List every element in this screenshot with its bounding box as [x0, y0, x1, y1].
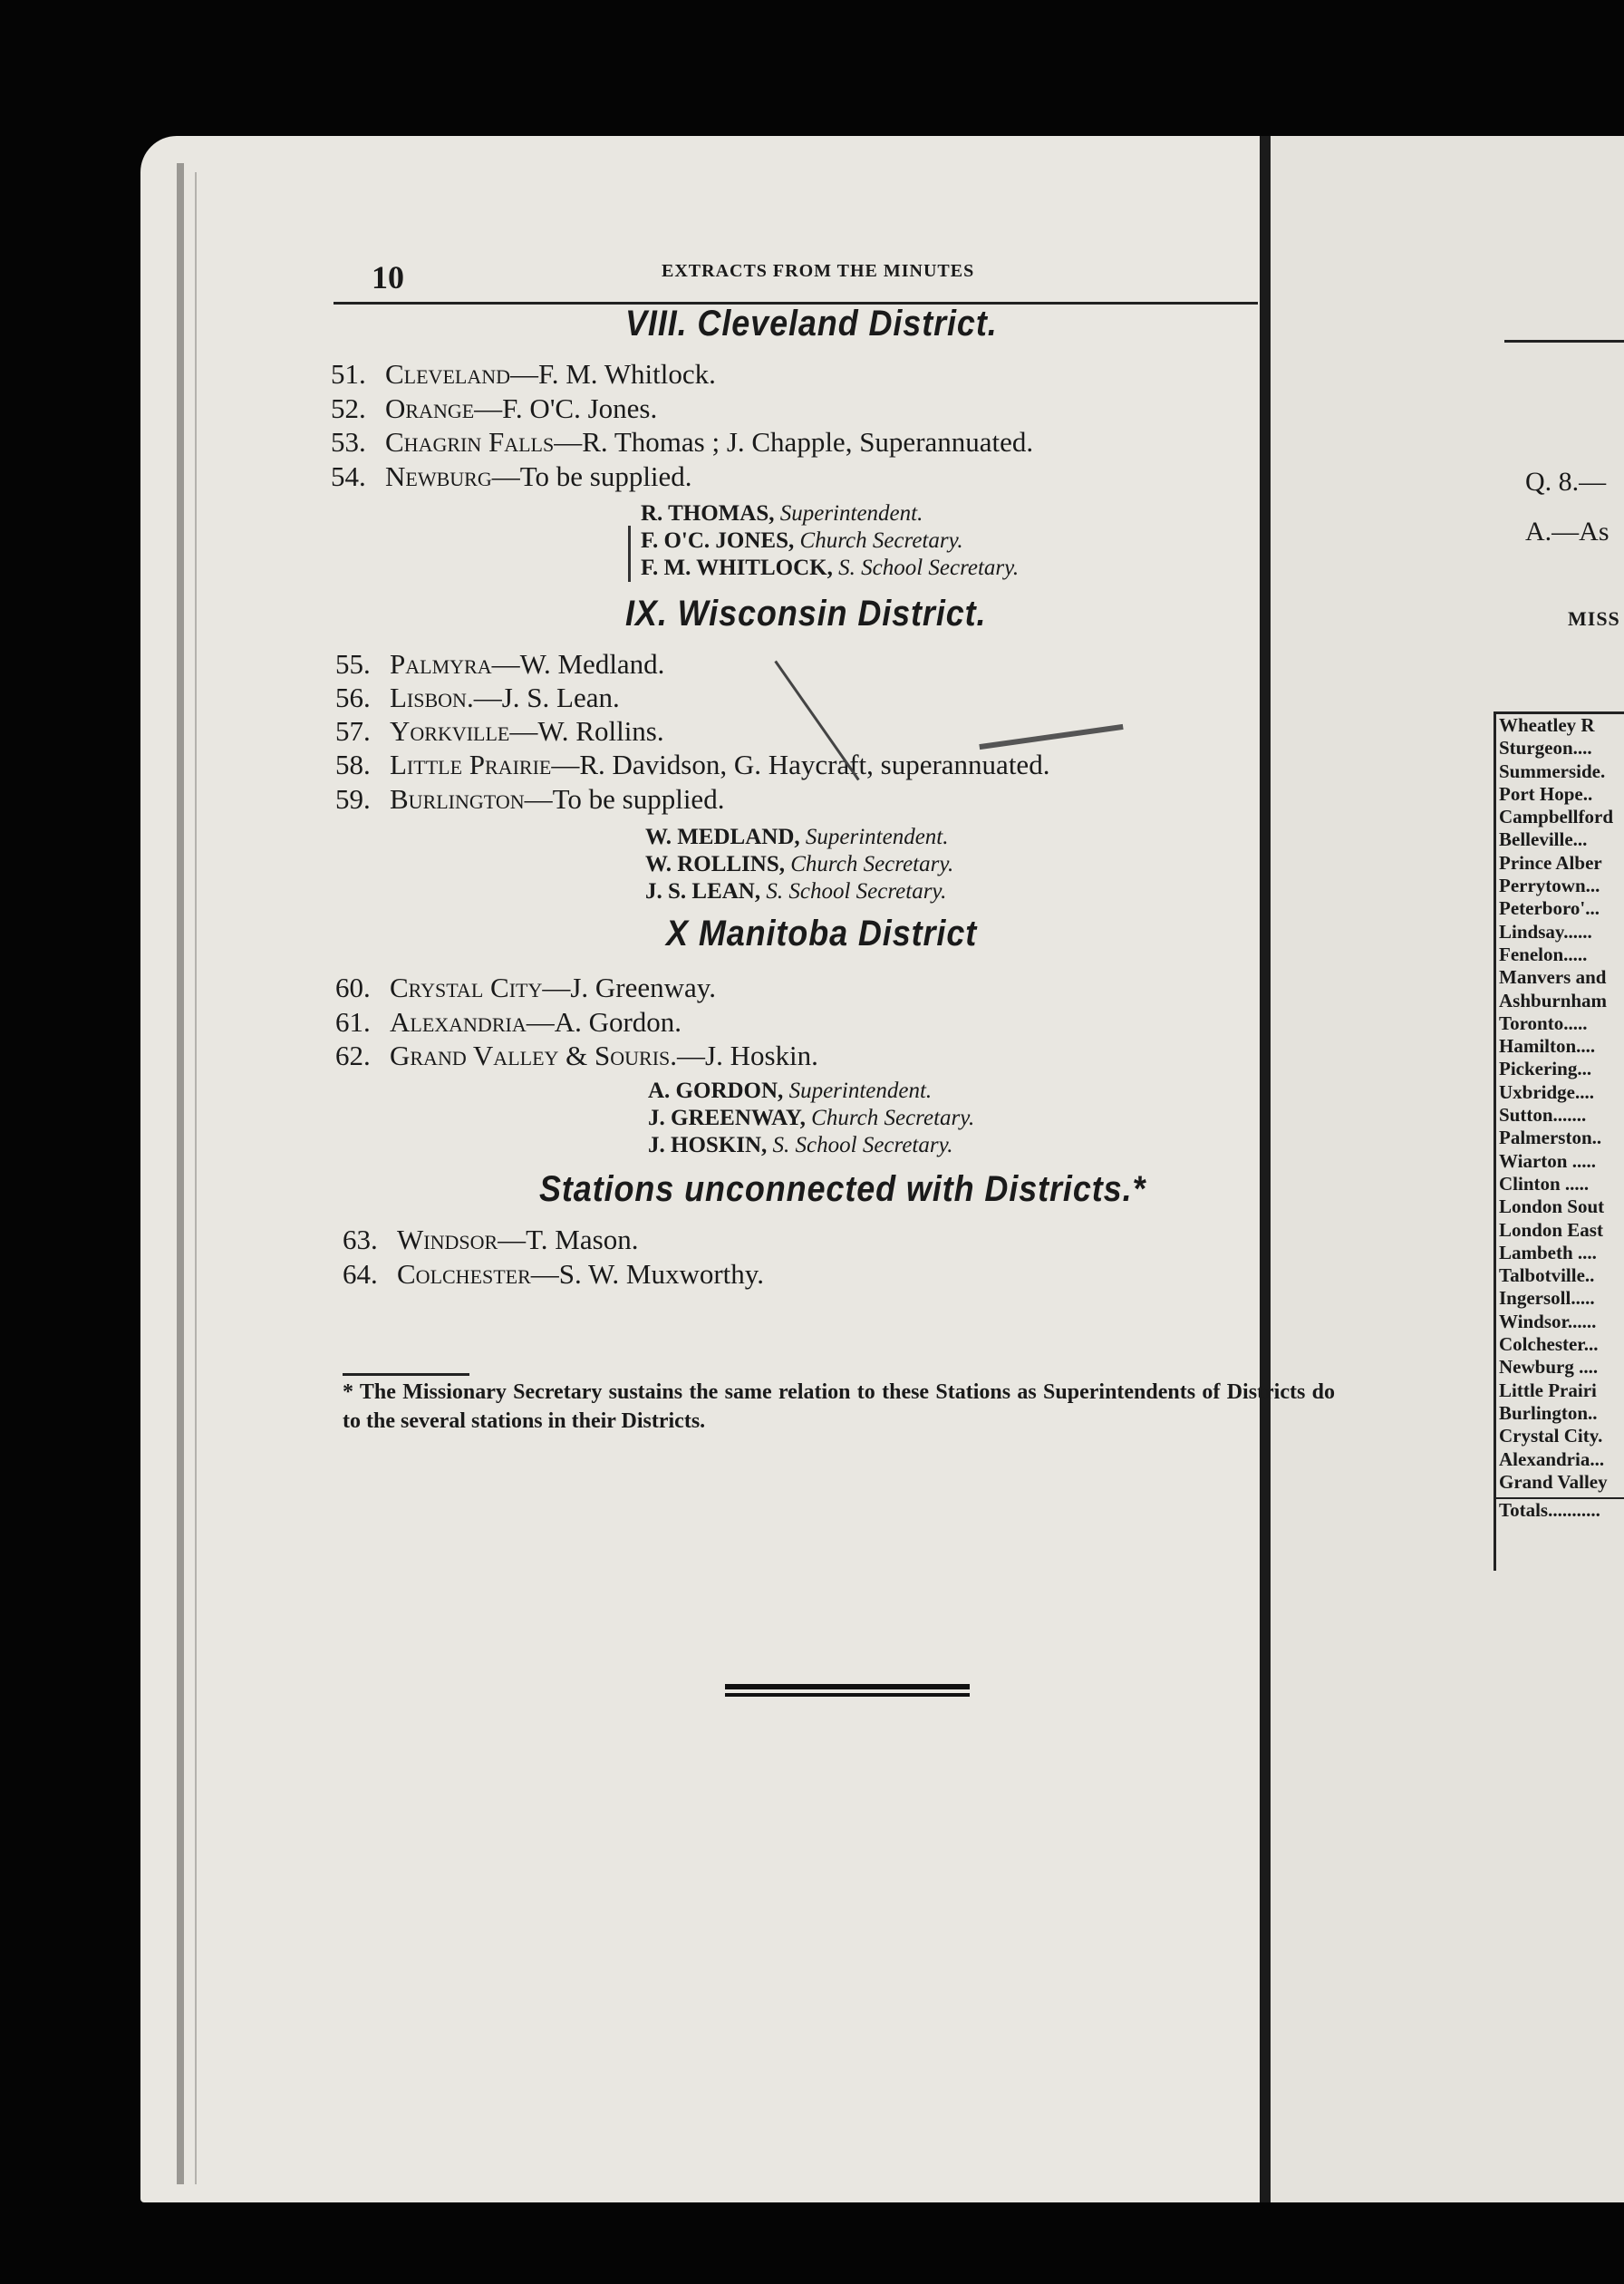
right-page-rule [1504, 340, 1624, 343]
question-text: Q. 8.— [1525, 467, 1607, 497]
table-row: Wheatley R [1499, 714, 1595, 736]
station-line: 56. Lisbon.—J. S. Lean. [335, 682, 620, 713]
station-line: 59. Burlington—To be supplied. [335, 783, 725, 815]
table-row: Sturgeon.... [1499, 737, 1592, 760]
table-row: Perrytown... [1499, 875, 1600, 897]
footnote-rule [343, 1373, 469, 1376]
district-title: VIII. Cleveland District. [625, 304, 998, 344]
table-row: Manvers and [1499, 966, 1607, 989]
station-line: 58. Little Prairie—R. Davidson, G. Haycraft, superannuated. [335, 749, 1050, 780]
table-row: Crystal City. [1499, 1425, 1603, 1447]
answer-text: A.—As [1525, 517, 1610, 547]
station-line: 54. Newburg—To be supplied. [331, 460, 692, 492]
table-row: Talbotville.. [1499, 1264, 1595, 1287]
table-row: Newburg .... [1499, 1356, 1599, 1379]
table-row: Ingersoll..... [1499, 1287, 1595, 1310]
table-row: Colchester... [1499, 1333, 1599, 1356]
table-row: Little Prairi [1499, 1379, 1597, 1401]
table-row: Alexandria... [1499, 1447, 1605, 1470]
station-line: 52. Orange—F. O'C. Jones. [331, 392, 658, 424]
table-row: Wiarton ..... [1499, 1149, 1596, 1172]
table-row: Grand Valley [1499, 1470, 1608, 1493]
officer-line: W. ROLLINS, Church Secretary. [645, 852, 954, 876]
table-row: Burlington.. [1499, 1401, 1598, 1424]
officer-line: W. MEDLAND, Superintendent. [645, 825, 949, 849]
table-row: Lindsay...... [1499, 920, 1592, 943]
station-line: 62. Grand Valley & Souris.—J. Hoskin. [335, 1040, 818, 1071]
officer-line: J. HOSKIN, S. School Secretary. [648, 1133, 953, 1157]
officer-line: F. O'C. JONES, Church Secretary. [641, 528, 963, 553]
officer-line: J. S. LEAN, S. School Secretary. [645, 879, 947, 904]
table-row: Windsor...... [1499, 1310, 1597, 1332]
station-line: 63. Windsor—T. Mason. [343, 1224, 639, 1255]
running-head: EXTRACTS FROM THE MINUTES [662, 261, 975, 281]
end-rule [725, 1684, 970, 1689]
station-line: 51. Cleveland—F. M. Whitlock. [331, 358, 716, 390]
district-title: IX. Wisconsin District. [625, 594, 987, 634]
table-row: Hamilton.... [1499, 1035, 1596, 1058]
ink-mark [628, 526, 631, 582]
table-row: Port Hope.. [1499, 782, 1593, 805]
mission-table [1494, 711, 1624, 1571]
totals-row: Totals........... [1496, 1497, 1624, 1522]
table-row: Summerside. [1499, 760, 1606, 782]
table-row: Clinton ..... [1499, 1172, 1590, 1195]
table-row: Sutton....... [1499, 1104, 1587, 1127]
table-row: Ashburnham [1499, 989, 1608, 1011]
station-line: 61. Alexandria—A. Gordon. [335, 1006, 682, 1038]
table-row: Fenelon..... [1499, 943, 1588, 965]
table-row: London Sout [1499, 1195, 1605, 1218]
table-row: Toronto..... [1499, 1011, 1588, 1034]
table-row: Lambeth .... [1499, 1241, 1597, 1263]
station-line: 55. Palmyra—W. Medland. [335, 648, 665, 680]
table-row: Pickering... [1499, 1058, 1592, 1080]
station-line: 57. Yorkville—W. Rollins. [335, 715, 664, 747]
table-row: Belleville... [1499, 828, 1588, 851]
table-row: Peterboro'... [1499, 897, 1600, 920]
officer-line: R. THOMAS, Superintendent. [641, 501, 923, 526]
end-rule [725, 1693, 970, 1697]
table-row: Campbellford [1499, 806, 1613, 828]
officer-line: J. GREENWAY, Church Secretary. [648, 1106, 975, 1130]
station-line: 53. Chagrin Falls—R. Thomas ; J. Chapple, Superannuated. [331, 426, 1034, 458]
officer-line: A. GORDON, Superintendent. [648, 1079, 933, 1103]
station-line: 64. Colchester—S. W. Muxworthy. [343, 1258, 765, 1290]
table-row: Uxbridge.... [1499, 1080, 1594, 1103]
table-row: Palmerston.. [1499, 1127, 1602, 1149]
page-number: 10 [372, 259, 404, 295]
table-heading: MISS [1568, 607, 1620, 630]
district-title: Stations unconnected with Districts.* [539, 1169, 1146, 1209]
table-row: London East [1499, 1218, 1603, 1241]
district-title: X Manitoba District [666, 914, 978, 953]
table-row: Prince Alber [1499, 851, 1602, 874]
footnote: * The Missionary Secretary sustains the same relation to these Stations as Superintendents of Districts do to the several stations in their Districts. [343, 1380, 1335, 1433]
bleed-through-text [798, 1577, 807, 1617]
officer-line: F. M. WHITLOCK, S. School Secretary. [641, 556, 1020, 580]
station-line: 60. Crystal City—J. Greenway. [335, 972, 717, 1003]
